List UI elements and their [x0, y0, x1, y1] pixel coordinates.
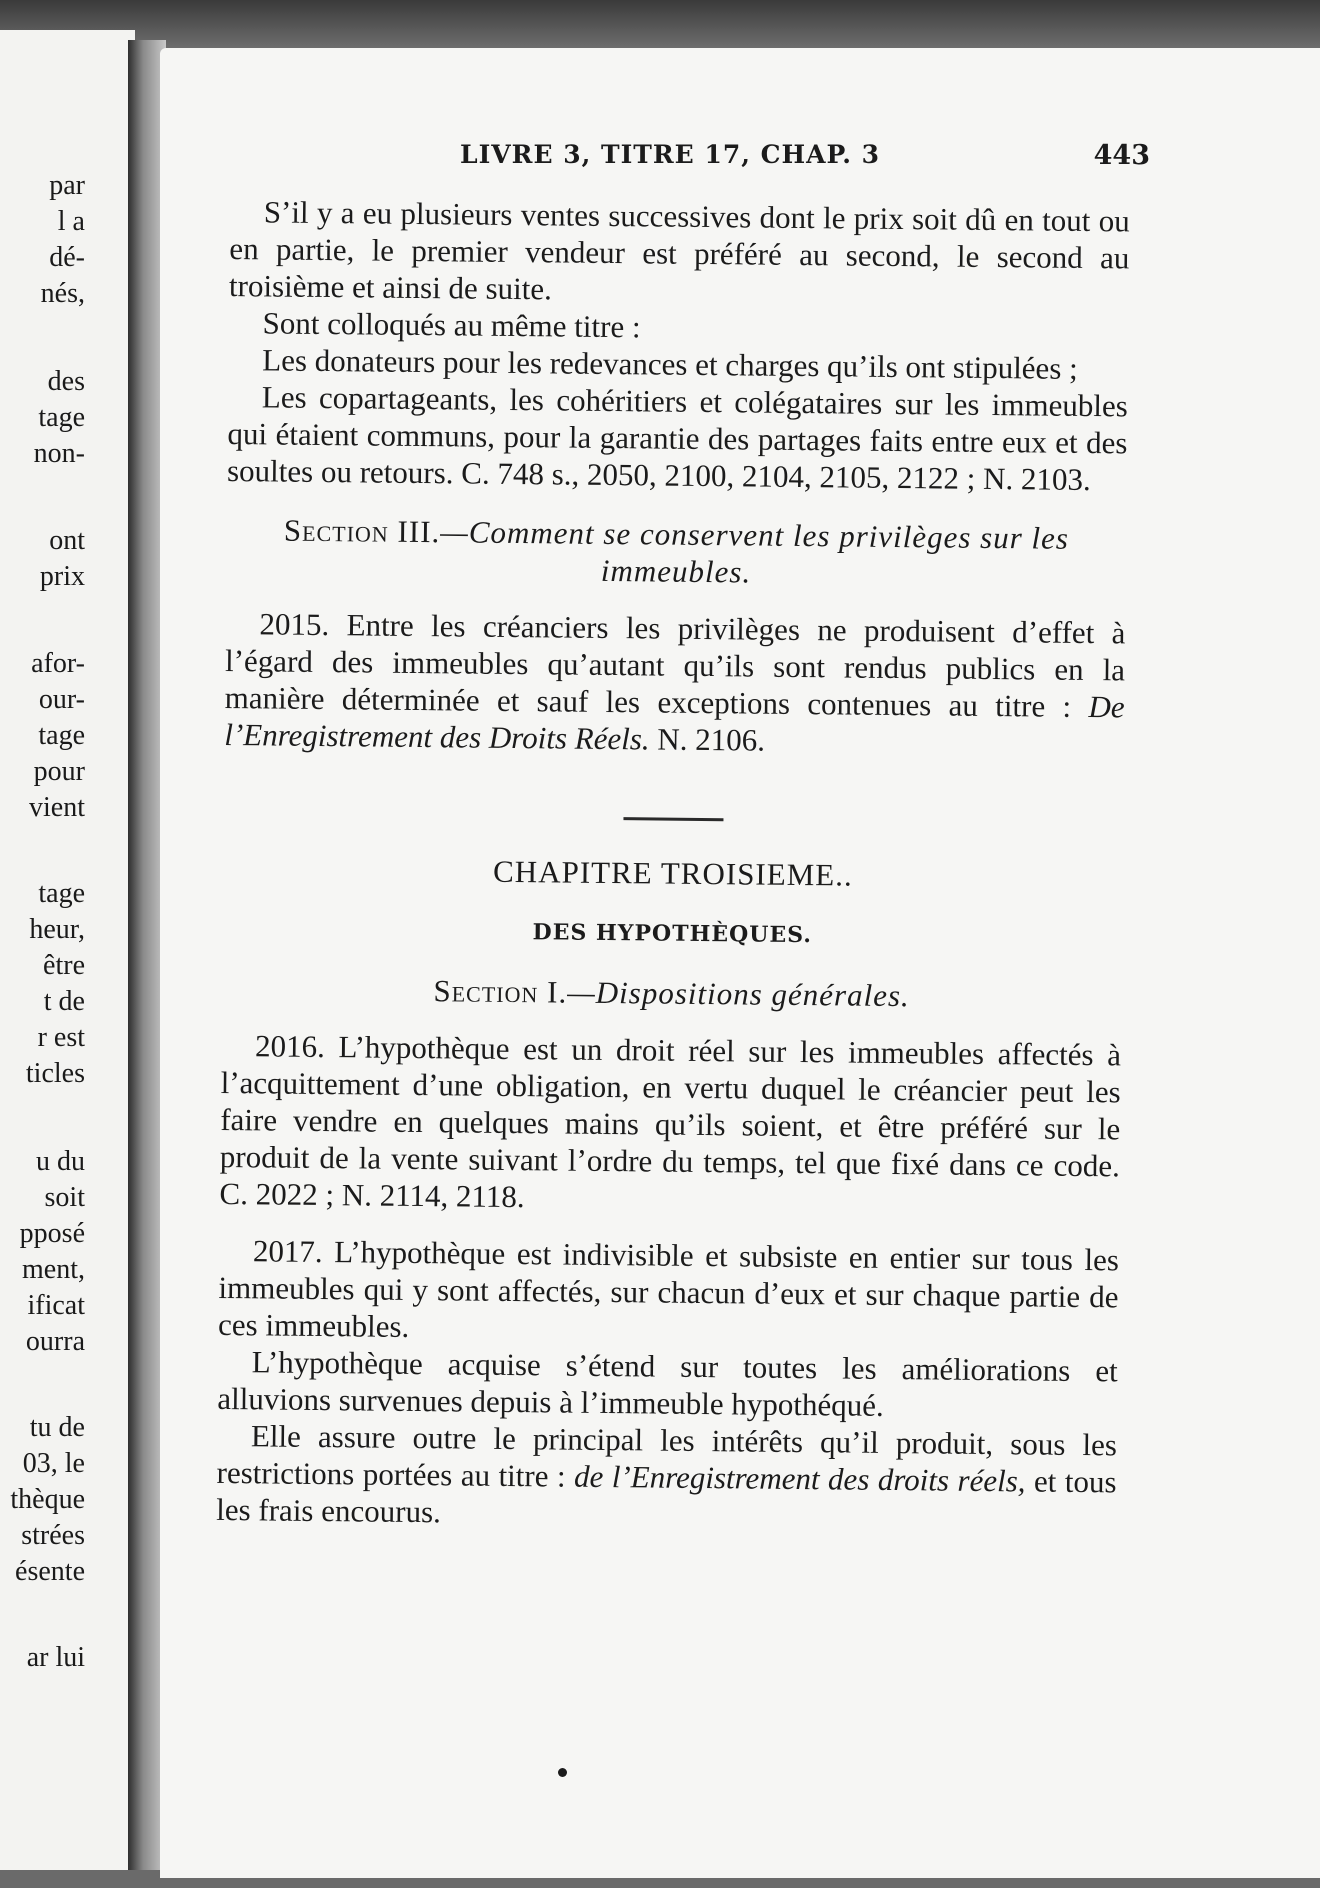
article-2015-title-ref: De l’Enregistrement des Droits Réels.: [224, 689, 1125, 757]
left-text-fragment: ificat: [27, 1290, 85, 1321]
left-text-fragment: par: [49, 170, 85, 201]
left-text-fragment: t de: [43, 986, 85, 1017]
paragraph-successive-sales: S’il y a eu plusieurs ventes successives dont le prix soit dû en tout ou en partie, le premier vendeur est préféré au second, le second au troisième et ainsi de suite.: [228, 194, 1130, 307]
left-text-fragment: pposé: [19, 1218, 85, 1249]
left-text-fragment: ticles: [25, 1058, 85, 1089]
chapter-subtitle: DES HYPOTHÈQUES.: [532, 919, 813, 949]
article-2017-p1: 2017. L’hypothèque est indivisible et subsiste en entier sur tous les immeubles qui y sont affectés, sur chacun d’eux et sur chaque partie de ces immeubles.: [217, 1233, 1120, 1344]
left-page-fragment: [0, 30, 135, 1870]
left-text-fragment: nés,: [40, 278, 85, 309]
left-text-fragment: thèque: [10, 1484, 85, 1515]
chapter-title: CHAPITRE TROISIEME..: [492, 853, 853, 893]
left-text-fragment: soit: [44, 1182, 85, 1213]
left-text-fragment: r est: [37, 1022, 85, 1053]
running-head-title: LIVRE 3, TITRE 17, CHAP. 3: [460, 140, 881, 169]
article-2017-p3-start: Elle assure outre le principal les intérêts qu’il produit, sous les restrictions portées au titre :: [216, 1418, 1118, 1494]
left-text-fragment: 03, le: [22, 1448, 85, 1479]
left-text-fragment: tage: [38, 878, 85, 909]
left-text-fragment: tage: [38, 402, 85, 433]
left-text-fragment: u du: [36, 1146, 85, 1177]
left-text-fragment: ont: [49, 525, 85, 556]
article-2017-p3-end: et tous les frais encourus.: [216, 1463, 1117, 1530]
left-text-fragment: strées: [21, 1520, 85, 1551]
article-2017-p2: L’hypothèque acquise s’étend sur toutes les améliorations et alluvions survenues depuis à l’immeuble hypothéqué.: [217, 1344, 1118, 1423]
paragraph-colloques: Sont colloqués au même titre :: [262, 305, 641, 345]
page-number: 443: [1093, 140, 1150, 171]
left-text-fragment: des: [47, 366, 85, 397]
section-heading-3: [226, 511, 1127, 594]
left-text-fragment: our-: [38, 684, 85, 715]
left-text-fragment: tu de: [29, 1412, 85, 1443]
paragraph-donateurs: Les donateurs pour les redevances et charges qu’ils ont stipulées ;: [262, 342, 1078, 386]
left-text-fragment: ourra: [25, 1326, 85, 1357]
article-2017-p3: [216, 1417, 1117, 1537]
left-text-fragment: afor-: [31, 648, 85, 679]
section-label: Section I.: [433, 973, 568, 1010]
article-2015-text: 2015. Entre les créanciers les privilèges ne produisent d’effet à l’égard des immeubles qu’autant qu’ils sont rendus publics en la manière déterminée et sauf les exceptions contenues au titre :: [224, 606, 1126, 725]
left-text-fragment: ésente: [15, 1556, 85, 1587]
section-title: —Dispositions générales.: [567, 974, 910, 1014]
running-head: [230, 140, 1150, 180]
left-text-fragment: ment,: [22, 1254, 85, 1285]
left-text-fragment: heur,: [29, 914, 85, 945]
left-text-fragment: dé-: [49, 242, 85, 273]
left-text-fragment: l a: [57, 206, 85, 237]
section-title: —Comment se conservent les privilèges sur les immeubles.: [440, 514, 1070, 590]
article-2016: 2016. L’hypothèque est un droit réel sur les immeubles affectés à l’acquittement d’une obligation, en vertu duquel le créancier peut les faire vendre en quelques mains qu’ils soient, et être préféré sur le produit de la vente suivant l’ordre du temps, tel que fixé dans ce code. C. 2022 ; N. 2114, 2118.: [219, 1028, 1122, 1215]
chapter-divider: [623, 817, 723, 821]
section-label: Section III.: [283, 512, 441, 550]
right-page: [160, 48, 1320, 1878]
left-text-fragment: ar lui: [26, 1642, 85, 1673]
article-2017-p3-title: de l’Enregistrement des droits réels,: [573, 1458, 1026, 1499]
article-2015: [224, 605, 1126, 762]
page-mark-dot: [558, 1768, 567, 1777]
article-2015-ref: N. 2106.: [649, 721, 766, 758]
section-heading-1: [221, 970, 1121, 1016]
left-text-fragment: être: [43, 950, 85, 981]
paragraph-copartageants: Les copartageants, les cohéritiers et colégataires sur les immeubles qui étaient communs, pour la garantie des partages faits entre eux et des soultes ou retours. C. 748 s., 2050, 2100, 2104, 2105, 2122 ; N. 2103.: [226, 379, 1129, 498]
left-text-fragment: non-: [33, 438, 85, 469]
page-body: [216, 193, 1130, 1537]
left-text-fragment: pour: [33, 756, 85, 787]
left-text-fragment: tage: [38, 720, 85, 751]
left-text-fragment: vient: [29, 792, 85, 823]
left-text-fragment: prix: [39, 561, 85, 592]
